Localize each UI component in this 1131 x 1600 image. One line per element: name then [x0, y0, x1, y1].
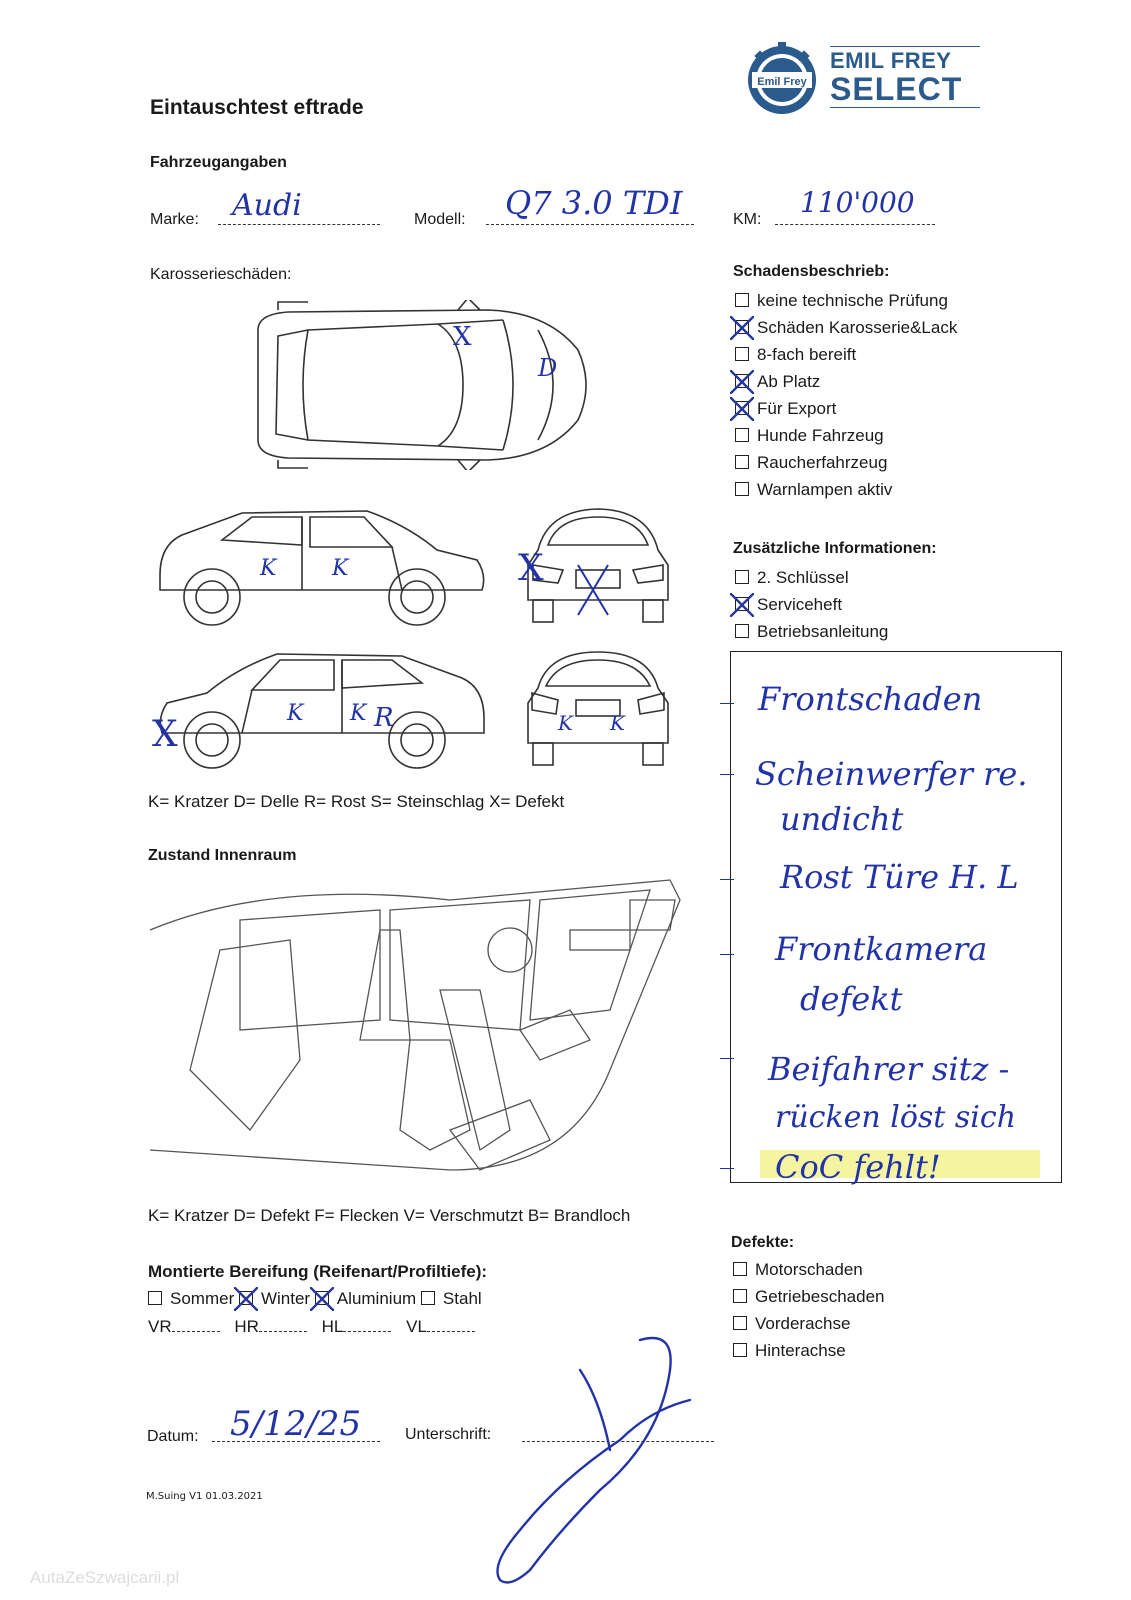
- car-top-view-diagram: [248, 300, 598, 470]
- tire-hl-label: HL: [321, 1317, 344, 1336]
- defect-item-rear-axle[interactable]: Hinterachse: [733, 1337, 884, 1364]
- defects-title: Defekte:: [731, 1234, 795, 1251]
- damage-item-ab-platz[interactable]: Ab Platz: [735, 368, 957, 395]
- damage-item-8-tires[interactable]: 8-fach bereift: [735, 341, 957, 368]
- rear-mark-k1: K: [558, 711, 573, 735]
- model-value[interactable]: Q7 3.0 TDI: [505, 184, 683, 222]
- tire-option-summer[interactable]: Sommer: [148, 1289, 234, 1308]
- front-mark-x: X: [518, 548, 544, 589]
- checkbox[interactable]: [735, 455, 749, 469]
- make-value[interactable]: Audi: [232, 188, 302, 223]
- side1-mark-k1: K: [260, 556, 277, 581]
- car-side-view-left-diagram: [152, 648, 492, 773]
- checkbox[interactable]: [733, 1316, 747, 1330]
- defect-item-front-axle[interactable]: Vorderachse: [733, 1310, 884, 1337]
- checkbox[interactable]: [148, 1291, 162, 1305]
- defect-item-gearbox[interactable]: Getriebeschaden: [733, 1283, 884, 1310]
- checkbox[interactable]: [735, 428, 749, 442]
- date-value[interactable]: 5/12/25: [230, 1404, 362, 1444]
- watermark: AutaZeSzwajcarii.pl: [30, 1568, 180, 1587]
- body-damage-legend: K= Kratzer D= Delle R= Rost S= Steinschlag X= Defekt: [148, 792, 565, 811]
- tire-vr-label: VR: [148, 1317, 172, 1336]
- tire-option-aluminium[interactable]: Aluminium: [315, 1289, 416, 1308]
- logo-line-1: EMIL FREY: [830, 48, 952, 73]
- damage-item-dog-vehicle[interactable]: Hunde Fahrzeug: [735, 422, 957, 449]
- top-view-mark-d: D: [538, 354, 558, 382]
- body-damage-title: Karosserieschäden:: [150, 266, 292, 283]
- tire-option-steel[interactable]: Stahl: [421, 1289, 482, 1308]
- additional-info-list: [735, 564, 888, 645]
- side2-mark-k2: K: [350, 701, 367, 726]
- tires-title: Montierte Bereifung (Reifenart/Profiltiefe):: [148, 1262, 488, 1281]
- car-interior-diagram: [150, 870, 690, 1190]
- tire-options: [148, 1285, 482, 1312]
- km-label: KM:: [733, 211, 762, 228]
- defect-item-engine[interactable]: Motorschaden: [733, 1256, 884, 1283]
- checkbox-checked[interactable]: [735, 597, 749, 611]
- side1-mark-k2: K: [332, 556, 349, 581]
- tire-option-winter[interactable]: Winter: [239, 1289, 310, 1308]
- note-line-9: CoC fehlt!: [775, 1148, 941, 1186]
- note-line-7: Beifahrer sitz -: [768, 1050, 1010, 1088]
- make-label: Marke:: [150, 211, 199, 228]
- checkbox-checked[interactable]: [315, 1291, 329, 1305]
- note-line-2: Scheinwerfer re.: [755, 755, 1028, 793]
- note-line-5: Frontkamera: [775, 930, 988, 968]
- defects-list: [733, 1256, 884, 1364]
- handwritten-signature: [460, 1330, 720, 1590]
- info-item-service-book[interactable]: Serviceheft: [735, 591, 888, 618]
- tire-hl-field[interactable]: [343, 1331, 391, 1332]
- note-line-4: Rost Türe H. L: [780, 858, 1019, 896]
- damage-item-no-inspection[interactable]: keine technische Prüfung: [735, 287, 957, 314]
- checkbox[interactable]: [733, 1343, 747, 1357]
- damage-item-export[interactable]: Für Export: [735, 395, 957, 422]
- logo-line-2: SELECT: [830, 71, 963, 107]
- logo-badge-text: Emil Frey: [757, 76, 807, 88]
- gear-logo-icon: [742, 42, 822, 117]
- checkbox[interactable]: [733, 1262, 747, 1276]
- checkbox[interactable]: [735, 570, 749, 584]
- checkbox[interactable]: [735, 293, 749, 307]
- emil-frey-logo: [742, 42, 982, 122]
- signature-label: Unterschrift:: [405, 1426, 492, 1443]
- car-front-view-diagram: [518, 505, 678, 630]
- checkbox[interactable]: [421, 1291, 435, 1305]
- model-label: Modell:: [414, 211, 466, 228]
- checkbox[interactable]: [733, 1289, 747, 1303]
- form-version: M.Suing V1 01.03.2021: [146, 1491, 263, 1502]
- info-item-manual[interactable]: Betriebsanleitung: [735, 618, 888, 645]
- damage-description-list: [735, 287, 957, 503]
- tire-depth-fields: [148, 1313, 475, 1340]
- car-rear-view-diagram: [518, 648, 678, 773]
- note-line-3: undicht: [780, 800, 904, 838]
- damage-item-body-paint[interactable]: Schäden Karosserie&Lack: [735, 314, 957, 341]
- checkbox-checked[interactable]: [239, 1291, 253, 1305]
- damage-description-title: Schadensbeschrieb:: [733, 263, 890, 280]
- additional-info-title: Zusätzliche Informationen:: [733, 540, 937, 557]
- checkbox-checked[interactable]: [735, 320, 749, 334]
- tire-vl-label: VL: [406, 1317, 427, 1336]
- checkbox[interactable]: [735, 624, 749, 638]
- tire-hr-field[interactable]: [259, 1331, 307, 1332]
- top-view-mark-x: X: [453, 322, 472, 352]
- km-value[interactable]: 110'000: [800, 186, 915, 219]
- interior-legend: K= Kratzer D= Defekt F= Flecken V= Verschmutzt B= Brandloch: [148, 1206, 631, 1225]
- document-title: Eintauschtest eftrade: [150, 96, 364, 119]
- interior-section-title: Zustand Innenraum: [148, 847, 297, 864]
- checkbox-checked[interactable]: [735, 401, 749, 415]
- vehicle-section-title: Fahrzeugangaben: [150, 154, 287, 171]
- checkbox[interactable]: [735, 347, 749, 361]
- damage-item-warning-lights[interactable]: Warnlampen aktiv: [735, 476, 957, 503]
- tire-vr-field[interactable]: [172, 1331, 220, 1332]
- date-label: Datum:: [147, 1428, 199, 1445]
- note-line-6: defekt: [800, 980, 903, 1018]
- side2-mark-k1: K: [287, 701, 304, 726]
- note-line-1: Frontschaden: [758, 680, 983, 718]
- side2-mark-r: R: [374, 703, 394, 733]
- tire-hr-label: HR: [234, 1317, 259, 1336]
- side2-mark-x: X: [152, 714, 178, 755]
- checkbox[interactable]: [735, 482, 749, 496]
- damage-item-smoker[interactable]: Raucherfahrzeug: [735, 449, 957, 476]
- car-side-view-right-diagram: [152, 505, 492, 630]
- rear-mark-k2: K: [610, 711, 625, 735]
- note-line-8: rücken löst sich: [775, 1100, 1017, 1135]
- checkbox-checked[interactable]: [735, 374, 749, 388]
- info-item-second-key[interactable]: 2. Schlüssel: [735, 564, 888, 591]
